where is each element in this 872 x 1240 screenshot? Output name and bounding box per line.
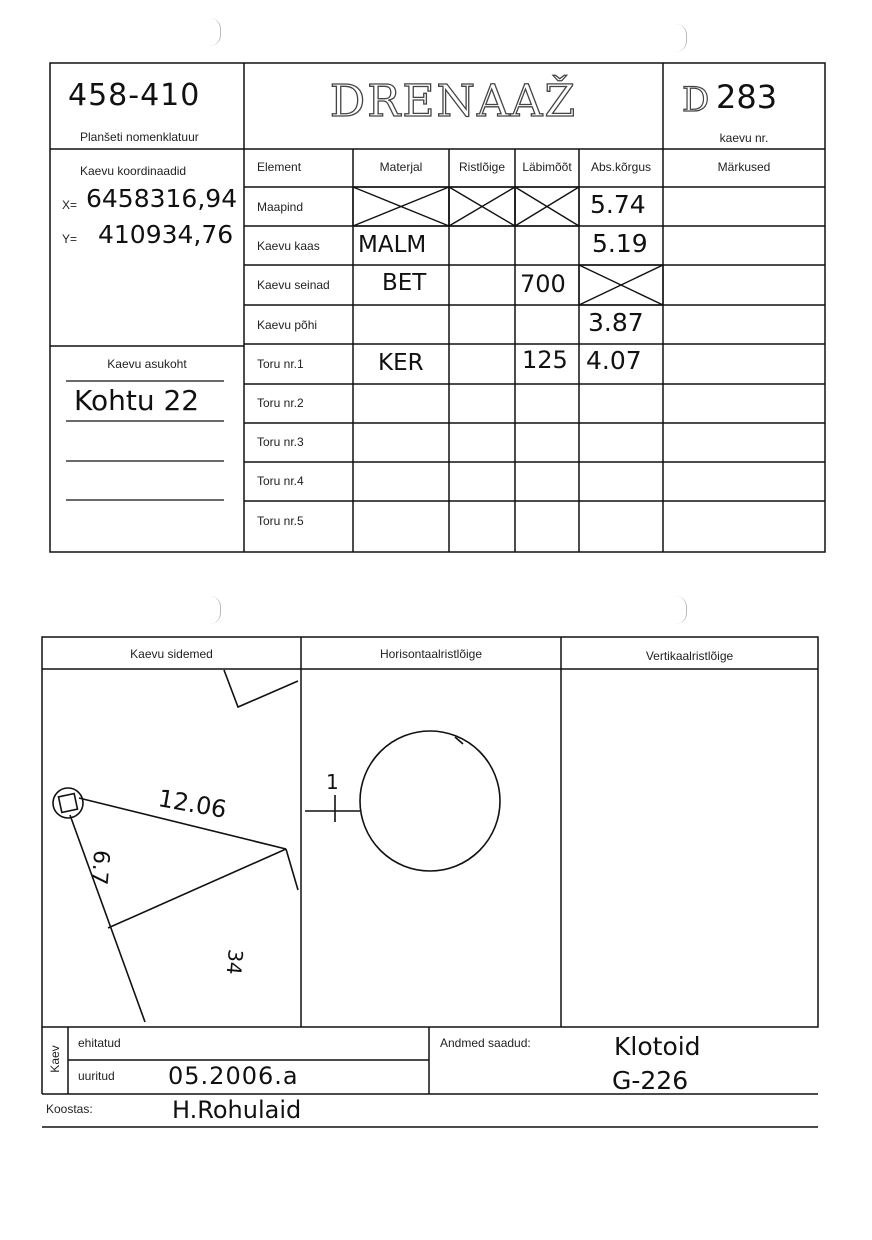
data-source-value: Klotoid <box>614 1032 701 1061</box>
col-header-notes: Märkused <box>717 160 771 174</box>
col-header-element: Element <box>257 160 302 174</box>
row-label: Kaevu kaas <box>257 239 320 253</box>
surveyed-value: 05.2006.a <box>168 1062 299 1090</box>
diameter-cell: 125 <box>522 346 568 374</box>
row-label: Toru nr.2 <box>257 396 304 410</box>
abs-height-cell: 3.87 <box>588 308 644 337</box>
material-cell: KER <box>378 350 424 376</box>
coordinates-label: Kaevu koordinaadid <box>80 164 187 178</box>
dimension-label: 12.06 <box>156 784 229 824</box>
sketch-header-relations: Kaevu sidemed <box>130 647 213 661</box>
abs-height-cell: 5.19 <box>592 229 648 258</box>
row-label: Kaevu seinad <box>257 278 330 292</box>
x-coordinate: 6458316,94 <box>86 184 238 213</box>
site-sketch <box>53 670 298 1022</box>
footer-side-label: Kaev <box>48 1045 62 1073</box>
col-header-cross-section: Ristlõige <box>458 160 506 174</box>
x-label: X= <box>62 198 78 212</box>
row-label: Toru nr.4 <box>257 474 304 488</box>
well-number: 283 <box>716 78 778 116</box>
col-header-diameter: Läbimõõt <box>522 160 572 174</box>
built-label: ehitatud <box>78 1036 121 1050</box>
location-value: Kohtu 22 <box>74 384 200 417</box>
horizontal-section-sketch <box>305 731 500 871</box>
row-label: Maapind <box>257 200 304 214</box>
abs-height-cell: 4.07 <box>586 346 642 375</box>
map-sheet-label: Planšeti nomenklatuur <box>80 130 199 144</box>
data-source-value: G-226 <box>612 1066 689 1095</box>
compiler-label: Koostas: <box>46 1102 93 1116</box>
sketch-header-vertical: Vertikaalristlõige <box>645 649 734 663</box>
y-coordinate: 410934,76 <box>98 220 234 249</box>
location-label: Kaevu asukoht <box>107 357 187 371</box>
material-cell: MALM <box>358 232 427 258</box>
col-header-abs-height: Abs.kõrgus <box>590 160 652 174</box>
surveyed-label: uuritud <box>78 1069 115 1083</box>
sketch-header-horizontal: Horisontaalristlõige <box>379 647 483 661</box>
diameter-cell: 700 <box>520 270 566 298</box>
house-number-label: 34 <box>221 948 248 976</box>
material-cell: BET <box>382 270 427 296</box>
y-label: Y= <box>62 232 78 246</box>
well-prefix: D <box>682 80 710 120</box>
row-label: Kaevu põhi <box>257 318 318 332</box>
page-title: DRENAAŽ <box>329 76 578 127</box>
row-label: Toru nr.5 <box>257 514 304 528</box>
dimension-label: 6.7 <box>85 848 114 887</box>
data-source-label: Andmed saadud: <box>440 1036 531 1050</box>
abs-height-cell: 5.74 <box>590 190 646 219</box>
compiler-value: H.Rohulaid <box>172 1096 302 1124</box>
pipe-number-label: 1 <box>326 770 339 794</box>
row-label: Toru nr.3 <box>257 435 304 449</box>
row-label: Toru nr.1 <box>257 357 304 371</box>
col-header-material: Materjal <box>379 160 423 174</box>
map-sheet-value: 458-410 <box>68 78 201 113</box>
well-number-label: kaevu nr. <box>719 131 769 145</box>
